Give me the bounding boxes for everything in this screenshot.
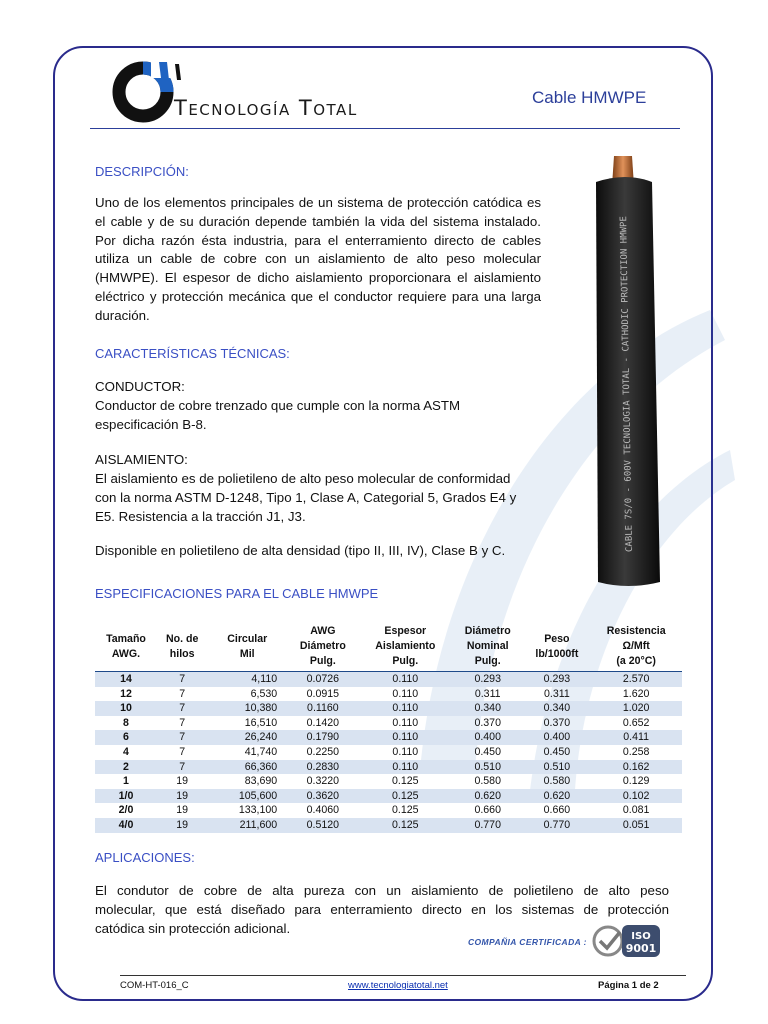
col-nominal-diameter-cell: 0.400 bbox=[474, 731, 501, 744]
col-circular-mil-cell: 211,600 bbox=[239, 818, 278, 831]
col-resistance-cell: 0.652 bbox=[622, 716, 650, 729]
header-line: No. de bbox=[165, 632, 199, 645]
cable-print-text: CABLE 7S/0 - 600V TECNOLOGIA TOTAL - CATHODIC PROTECTION HMWPE bbox=[619, 216, 635, 553]
cable-image bbox=[588, 152, 664, 590]
col-size-awg-cell: 10 bbox=[120, 702, 132, 715]
document-code: COM-HT-016_C bbox=[120, 980, 189, 991]
col-strands-cell: 19 bbox=[176, 775, 189, 788]
table-row bbox=[95, 789, 682, 804]
col-resistance-cell: 1.620 bbox=[622, 687, 650, 700]
col-nominal-diameter-cell: 0.620 bbox=[474, 789, 501, 802]
company-name: Tecnología Total bbox=[174, 96, 358, 120]
col-awg-diameter-cell: 0.1790 bbox=[306, 731, 340, 744]
col-size-awg-cell: 4/0 bbox=[118, 818, 134, 831]
col-circular-mil-cell: 105,600 bbox=[238, 789, 278, 802]
col-weight-cell: 0.510 bbox=[543, 760, 571, 773]
header-line: Resistencia bbox=[606, 625, 666, 637]
col-weight-cell: 0.770 bbox=[543, 818, 571, 831]
col-size-awg-cell: 2 bbox=[123, 760, 129, 773]
col-nominal-diameter-cell: 0.450 bbox=[474, 745, 501, 758]
table-header-row bbox=[95, 622, 682, 672]
table-row bbox=[95, 672, 682, 687]
col-insulation-thickness-cell: 0.110 bbox=[392, 673, 419, 685]
header-line: Pulg. bbox=[474, 655, 501, 667]
col-weight-cell: 0.660 bbox=[543, 804, 571, 817]
col-resistance-cell: 2.570 bbox=[622, 673, 650, 685]
col-resistance-cell: 0.129 bbox=[622, 775, 650, 788]
website-link[interactable]: www.tecnologiatotal.net bbox=[348, 980, 448, 991]
header-line: Tamaño bbox=[106, 632, 146, 645]
header-line: Ω/Mft bbox=[622, 640, 650, 652]
col-nominal-diameter-cell: 0.340 bbox=[474, 702, 501, 715]
col-weight-cell: 0.311 bbox=[544, 687, 570, 700]
conductor-title: CONDUCTOR: bbox=[95, 379, 185, 394]
col-strands-header bbox=[157, 622, 207, 672]
col-awg-diameter-cell: 0.2830 bbox=[306, 760, 340, 773]
col-resistance-cell: 0.081 bbox=[622, 804, 650, 817]
col-insulation-thickness-cell: 0.110 bbox=[392, 731, 419, 744]
insulation-line-3: E5. Resistencia a la tracción J1, J3. bbox=[95, 509, 306, 524]
specifications-heading: ESPECIFICACIONES PARA EL CABLE HMWPE bbox=[95, 586, 379, 601]
header-line: Espesor bbox=[384, 625, 427, 637]
applications-line-2: molecular, que está diseñado para enterramiento directo en los sistemas de protección bbox=[95, 902, 669, 917]
col-awg-diameter-cell: 0.1160 bbox=[307, 702, 339, 715]
table-row bbox=[95, 701, 682, 716]
col-circular-mil-cell: 16,510 bbox=[244, 716, 278, 729]
col-awg-diameter-cell: 0.5120 bbox=[306, 818, 340, 831]
table-row bbox=[95, 745, 682, 760]
col-awg-diameter-cell: 0.4060 bbox=[306, 804, 340, 817]
col-circular-mil-cell: 66,360 bbox=[244, 760, 278, 773]
col-awg-diameter-cell: 0.0915 bbox=[306, 687, 340, 700]
col-nominal-diameter-cell: 0.510 bbox=[474, 760, 501, 773]
header-line: Circular bbox=[227, 632, 268, 645]
iso-badge-top: ISO bbox=[631, 931, 651, 942]
col-awg-diameter-cell: 0.2250 bbox=[306, 745, 340, 758]
table-row bbox=[95, 774, 682, 789]
col-circular-mil-cell: 10,380 bbox=[244, 702, 278, 715]
insulation-line-2: con la norma ASTM D-1248, Tipo 1, Clase A, Categorial 5, Grados E4 y bbox=[95, 490, 517, 505]
applications-heading: APLICACIONES: bbox=[95, 850, 195, 865]
description-heading: DESCRIPCIÓN: bbox=[95, 164, 189, 179]
col-nominal-diameter-cell: 0.580 bbox=[474, 775, 501, 788]
col-awg-diameter-header bbox=[287, 622, 358, 672]
header-line: Nominal bbox=[466, 640, 509, 652]
col-size-awg-cell: 1/0 bbox=[118, 789, 134, 802]
col-nominal-diameter-header bbox=[452, 622, 523, 672]
table-row bbox=[95, 730, 682, 745]
characteristics-heading: CARACTERÍSTICAS TÉCNICAS: bbox=[95, 346, 290, 361]
col-nominal-diameter-cell: 0.311 bbox=[474, 687, 501, 700]
insulation-line-1: El aislamiento es de polietileno de alto peso molecular de conformidad bbox=[95, 471, 511, 486]
col-weight-cell: 0.580 bbox=[543, 775, 571, 788]
description-text: Uno de los elementos principales de un sistema de protección catódica es el cable y de su duración depende también la vida del sistema instalado. Por dicha razón ésta industria, para el enterramiento directo de cables utiliza un cable de cobre con un aislamiento de alto peso molecular (HMWPE). El espesor de dicho aislamiento proporcionara el aislamiento eléctrico y protección mecánica que el conductor requiere para una larga duración. bbox=[95, 195, 541, 323]
applications-line-3: catódica sin protección adicional. bbox=[95, 921, 291, 936]
col-strands-cell: 7 bbox=[179, 702, 186, 715]
col-circular-mil-cell: 6,530 bbox=[250, 687, 278, 700]
header-line: AWG bbox=[310, 625, 336, 637]
table-row bbox=[95, 716, 682, 731]
col-strands-cell: 19 bbox=[176, 804, 189, 817]
col-weight-cell: 0.400 bbox=[543, 731, 571, 744]
header-divider bbox=[90, 128, 680, 129]
col-awg-diameter-cell: 0.3620 bbox=[306, 789, 340, 802]
table-row bbox=[95, 760, 682, 775]
col-insulation-thickness-cell: 0.125 bbox=[392, 818, 419, 831]
col-strands-cell: 7 bbox=[179, 731, 186, 744]
col-size-awg-cell: 4 bbox=[123, 745, 129, 758]
col-strands-cell: 19 bbox=[176, 818, 189, 831]
col-resistance-cell: 0.102 bbox=[622, 789, 650, 802]
col-strands-cell: 7 bbox=[179, 716, 186, 729]
header-line: hilos bbox=[169, 647, 195, 660]
document-title: Cable HMWPE bbox=[532, 88, 647, 107]
col-insulation-thickness-header bbox=[359, 622, 452, 672]
header-line: lb/1000ft bbox=[535, 647, 579, 660]
col-circular-mil-cell: 83,690 bbox=[244, 775, 278, 788]
header-line: (a 20°C) bbox=[616, 655, 656, 667]
col-weight-cell: 0.370 bbox=[543, 716, 571, 729]
page-number: Página 1 de 2 bbox=[598, 980, 659, 991]
col-circular-mil-cell: 4,110 bbox=[251, 673, 278, 685]
applications-line-1: El condutor de cobre de alta pureza con un aislamiento de polietileno de alto peso bbox=[95, 883, 669, 898]
col-resistance-cell: 0.258 bbox=[622, 745, 650, 758]
col-insulation-thickness-cell: 0.125 bbox=[392, 789, 419, 802]
col-strands-cell: 19 bbox=[176, 789, 189, 802]
col-resistance-header bbox=[590, 622, 682, 672]
col-weight-cell: 0.340 bbox=[543, 702, 571, 715]
table-row bbox=[95, 687, 682, 702]
col-strands-cell: 7 bbox=[179, 673, 186, 685]
certified-company-label: COMPAÑIA CERTIFICADA : bbox=[468, 937, 587, 947]
header-line: Pulg. bbox=[392, 655, 419, 667]
col-weight-cell: 0.293 bbox=[543, 673, 571, 685]
header-line: Diámetro bbox=[299, 640, 346, 652]
header-line: Aislamiento bbox=[375, 640, 436, 652]
col-resistance-cell: 0.162 bbox=[622, 760, 650, 773]
col-weight-cell: 0.450 bbox=[543, 745, 571, 758]
col-weight-cell: 0.620 bbox=[543, 789, 571, 802]
header-line: Diámetro bbox=[464, 625, 511, 637]
header-line: Peso bbox=[544, 632, 570, 645]
insulation-title: AISLAMIENTO: bbox=[95, 452, 188, 467]
col-awg-diameter-cell: 0.1420 bbox=[306, 716, 340, 729]
col-insulation-thickness-cell: 0.110 bbox=[392, 687, 419, 700]
table-row bbox=[95, 803, 682, 818]
col-nominal-diameter-cell: 0.293 bbox=[474, 673, 501, 685]
col-size-awg-cell: 12 bbox=[120, 687, 132, 700]
col-strands-cell: 7 bbox=[179, 760, 186, 773]
col-insulation-thickness-cell: 0.110 bbox=[392, 760, 419, 773]
footer-divider bbox=[120, 975, 686, 976]
col-circular-mil-cell: 26,240 bbox=[244, 731, 278, 744]
header-line: Pulg. bbox=[309, 655, 336, 667]
col-nominal-diameter-cell: 0.770 bbox=[474, 818, 501, 831]
col-resistance-cell: 0.411 bbox=[623, 731, 650, 744]
col-strands-cell: 7 bbox=[179, 745, 186, 758]
col-size-awg-cell: 14 bbox=[120, 673, 132, 685]
col-size-awg-cell: 8 bbox=[123, 716, 129, 729]
col-size-awg-header bbox=[95, 622, 157, 672]
iso-badge-bottom: 9001 bbox=[625, 942, 657, 955]
col-strands-cell: 7 bbox=[179, 687, 186, 700]
col-insulation-thickness-cell: 0.110 bbox=[392, 702, 419, 715]
conductor-line-1: Conductor de cobre trenzado que cumple con la norma ASTM bbox=[95, 398, 461, 413]
col-weight-header bbox=[523, 622, 590, 672]
col-nominal-diameter-cell: 0.370 bbox=[474, 716, 501, 729]
table-row bbox=[95, 818, 682, 833]
col-insulation-thickness-cell: 0.110 bbox=[392, 745, 419, 758]
col-nominal-diameter-cell: 0.660 bbox=[474, 804, 501, 817]
col-circular-mil-header bbox=[207, 622, 287, 672]
col-size-awg-cell: 1 bbox=[123, 775, 129, 788]
col-size-awg-cell: 2/0 bbox=[118, 804, 134, 817]
conductor-line-2: especificación B-8. bbox=[95, 417, 207, 432]
col-insulation-thickness-cell: 0.125 bbox=[392, 804, 419, 817]
col-size-awg-cell: 6 bbox=[123, 731, 129, 744]
availability-text: Disponible en polietileno de alta densidad (tipo II, III, IV), Clase B y C. bbox=[95, 543, 506, 558]
col-awg-diameter-cell: 0.3220 bbox=[306, 775, 340, 788]
header-line: Mil bbox=[239, 647, 255, 660]
col-awg-diameter-cell: 0.0726 bbox=[306, 673, 340, 685]
col-circular-mil-cell: 41,740 bbox=[244, 745, 278, 758]
col-resistance-cell: 0.051 bbox=[622, 818, 650, 831]
col-insulation-thickness-cell: 0.125 bbox=[392, 775, 419, 788]
table-body bbox=[95, 672, 682, 833]
col-resistance-cell: 1.020 bbox=[622, 702, 650, 715]
specifications-table bbox=[95, 622, 682, 833]
col-circular-mil-cell: 133,100 bbox=[238, 804, 278, 817]
iso-9001-badge bbox=[590, 922, 662, 960]
col-insulation-thickness-cell: 0.110 bbox=[392, 716, 419, 729]
header-line: AWG. bbox=[111, 647, 141, 660]
